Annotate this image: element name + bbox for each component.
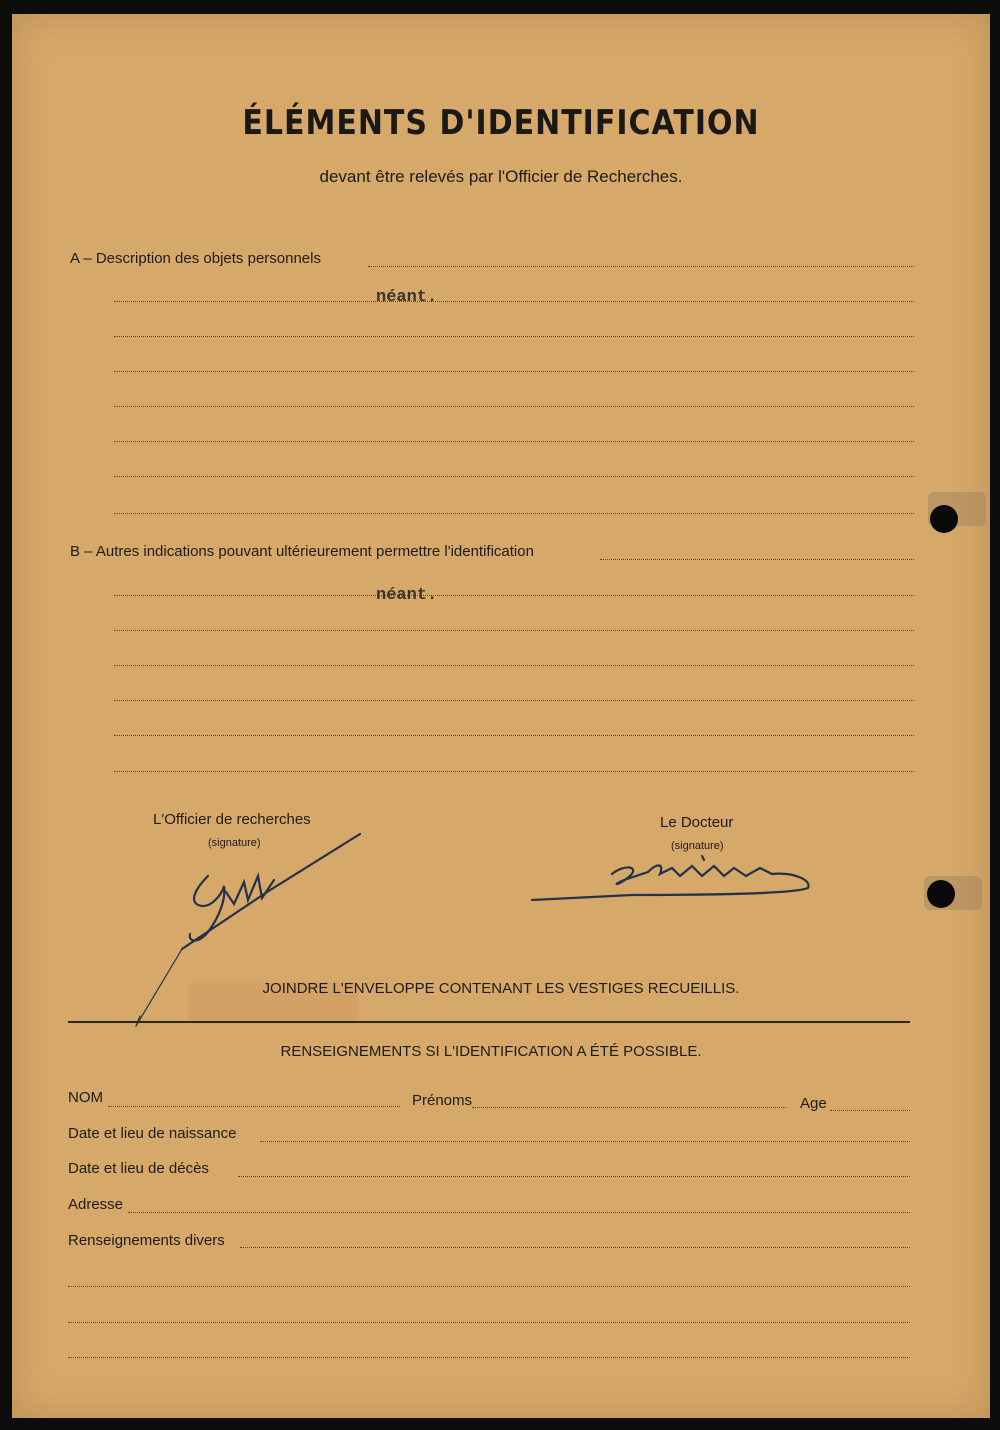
- nom-field[interactable]: [108, 1106, 400, 1107]
- identification-heading: RENSEIGNEMENTS SI L'IDENTIFICATION A ÉTÉ POSSIBLE.: [280, 1043, 702, 1060]
- divers-line-2[interactable]: [68, 1286, 910, 1287]
- section-a-typed-value: néant.: [376, 288, 438, 307]
- divers-label: Renseignements divers: [68, 1232, 225, 1249]
- form-page: [12, 14, 990, 1418]
- officer-signature-note: (signature): [208, 837, 261, 849]
- form-title: ÉLÉMENTS D'IDENTIFICATION: [242, 103, 760, 144]
- doctor-signature-note: (signature): [671, 840, 724, 852]
- handwritten-signatures: [12, 14, 990, 1418]
- section-divider: [68, 1021, 910, 1023]
- envelope-note: JOINDRE L'ENVELOPPE CONTENANT LES VESTIGES RECUEILLIS.: [262, 980, 740, 997]
- age-label: Age: [800, 1095, 827, 1112]
- officer-title: L'Officier de recherches: [153, 811, 311, 828]
- doctor-title: Le Docteur: [660, 814, 734, 831]
- form-subtitle: devant être relevés par l'Officier de Recherches.: [319, 167, 683, 186]
- nom-label: NOM: [68, 1089, 103, 1106]
- deces-field[interactable]: [238, 1176, 910, 1177]
- prenoms-field[interactable]: [472, 1107, 786, 1108]
- section-b-typed-value: néant.: [376, 586, 438, 605]
- divers-line-1[interactable]: [240, 1247, 910, 1248]
- age-field[interactable]: [830, 1110, 910, 1111]
- section-a-label: A – Description des objets personnels: [70, 250, 321, 267]
- divers-line-4[interactable]: [68, 1357, 910, 1358]
- doctor-signature: [532, 856, 809, 900]
- prenoms-label: Prénoms: [412, 1092, 473, 1109]
- deces-label: Date et lieu de décès: [68, 1160, 209, 1177]
- divers-line-3[interactable]: [68, 1322, 910, 1323]
- naissance-field[interactable]: [260, 1141, 910, 1142]
- adresse-field[interactable]: [128, 1212, 910, 1213]
- naissance-label: Date et lieu de naissance: [68, 1125, 237, 1142]
- section-b-label: B – Autres indications pouvant ultérieurement permettre l'identification: [70, 543, 534, 560]
- adresse-label: Adresse: [68, 1196, 124, 1213]
